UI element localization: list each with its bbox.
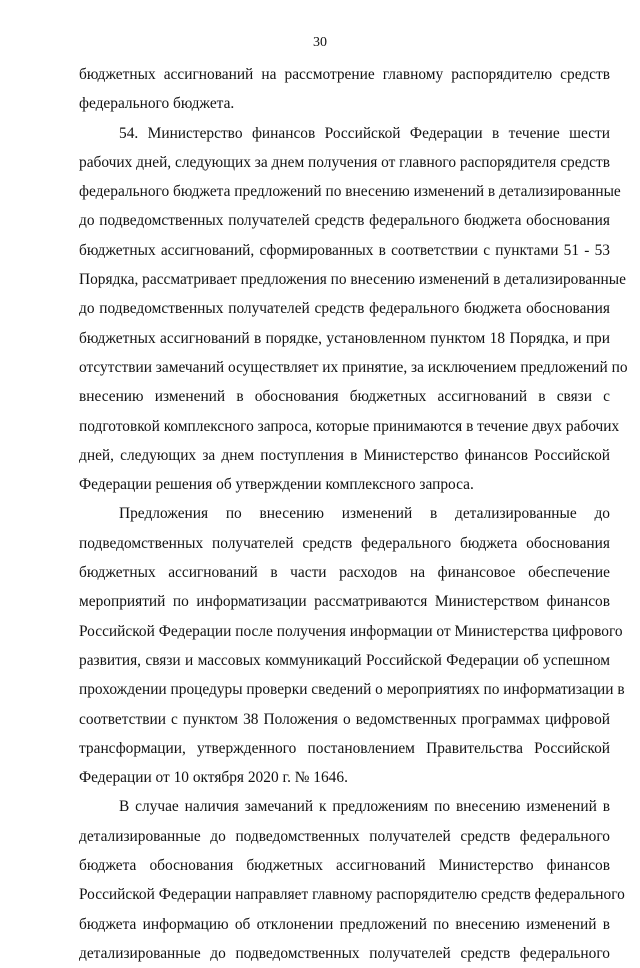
text-line: Предложения по внесению изменений в детализированные до [119, 505, 610, 523]
text-line: В случае наличия замечаний к предложениям по внесению изменений в [119, 798, 610, 816]
text-line: детализированные до подведомственных получателей средств федерального [79, 944, 610, 962]
text-line: мероприятий по информатизации рассматриваются Министерством финансов [79, 593, 610, 611]
text-line: бюджета обоснования бюджетных ассигнований Министерство финансов [79, 857, 610, 875]
text-line: отсутствии замечаний осуществляет их принятие, за исключением предложений по [79, 358, 628, 376]
text-line: федерального бюджета. [79, 95, 235, 113]
text-line: бюджетных ассигнований в части расходов на финансовое обеспечение [79, 564, 610, 582]
text-line: Российской Федерации после получения информации от Министерства цифрового [79, 622, 623, 640]
text-line: 54. Министерство финансов Российской Федерации в течение шести [119, 124, 610, 142]
document-body [79, 60, 628, 968]
text-line: трансформации, утвержденного постановлением Правительства Российской [79, 739, 610, 757]
text-line: рабочих дней, следующих за днем получения от главного распорядителя средств [79, 153, 610, 171]
text-line: Федерации решения об утверждении комплексного запроса. [79, 476, 474, 494]
text-line: детализированные до подведомственных получателей средств федерального [79, 827, 610, 845]
text-line: Порядка, рассматривает предложения по внесению изменений в детализированные [79, 271, 626, 289]
text-line: подведомственных получателей средств федерального бюджета обоснования [79, 534, 610, 552]
text-line: прохождении процедуры проверки сведений о мероприятиях по информатизации в [79, 681, 625, 699]
text-line: до подведомственных получателей средств федерального бюджета обоснования [79, 300, 610, 318]
text-line: развития, связи и массовых коммуникаций Российской Федерации об успешном [79, 651, 610, 669]
text-line: соответствии с пунктом 38 Положения о ведомственных программах цифровой [79, 710, 610, 728]
page-number: 30 [313, 35, 327, 50]
text-line: Российской Федерации направляет главному распорядителю средств федерального [79, 886, 625, 904]
text-line: федерального бюджета предложений по внесению изменений в детализированные [79, 183, 621, 201]
text-line: бюджетных ассигнований на рассмотрение главному распорядителю средств [79, 66, 610, 83]
text-line: до подведомственных получателей средств федерального бюджета обоснования [79, 212, 610, 230]
text-line: дней, следующих за днем поступления в Министерство финансов Российской [79, 446, 610, 464]
text-line: бюджетных ассигнований, сформированных в соответствии с пунктами 51 - 53 [79, 241, 610, 259]
text-line: внесению изменений в обоснования бюджетных ассигнований в связи с [79, 388, 610, 406]
text-line: подготовкой комплексного запроса, которые принимаются в течение двух рабочих [79, 417, 620, 435]
text-line: бюджетных ассигнований в порядке, установленном пунктом 18 Порядка, и при [79, 329, 610, 347]
text-line: бюджета информацию об отклонении предложений по внесению изменений в [79, 915, 610, 933]
text-line: Федерации от 10 октября 2020 г. № 1646. [79, 769, 348, 787]
